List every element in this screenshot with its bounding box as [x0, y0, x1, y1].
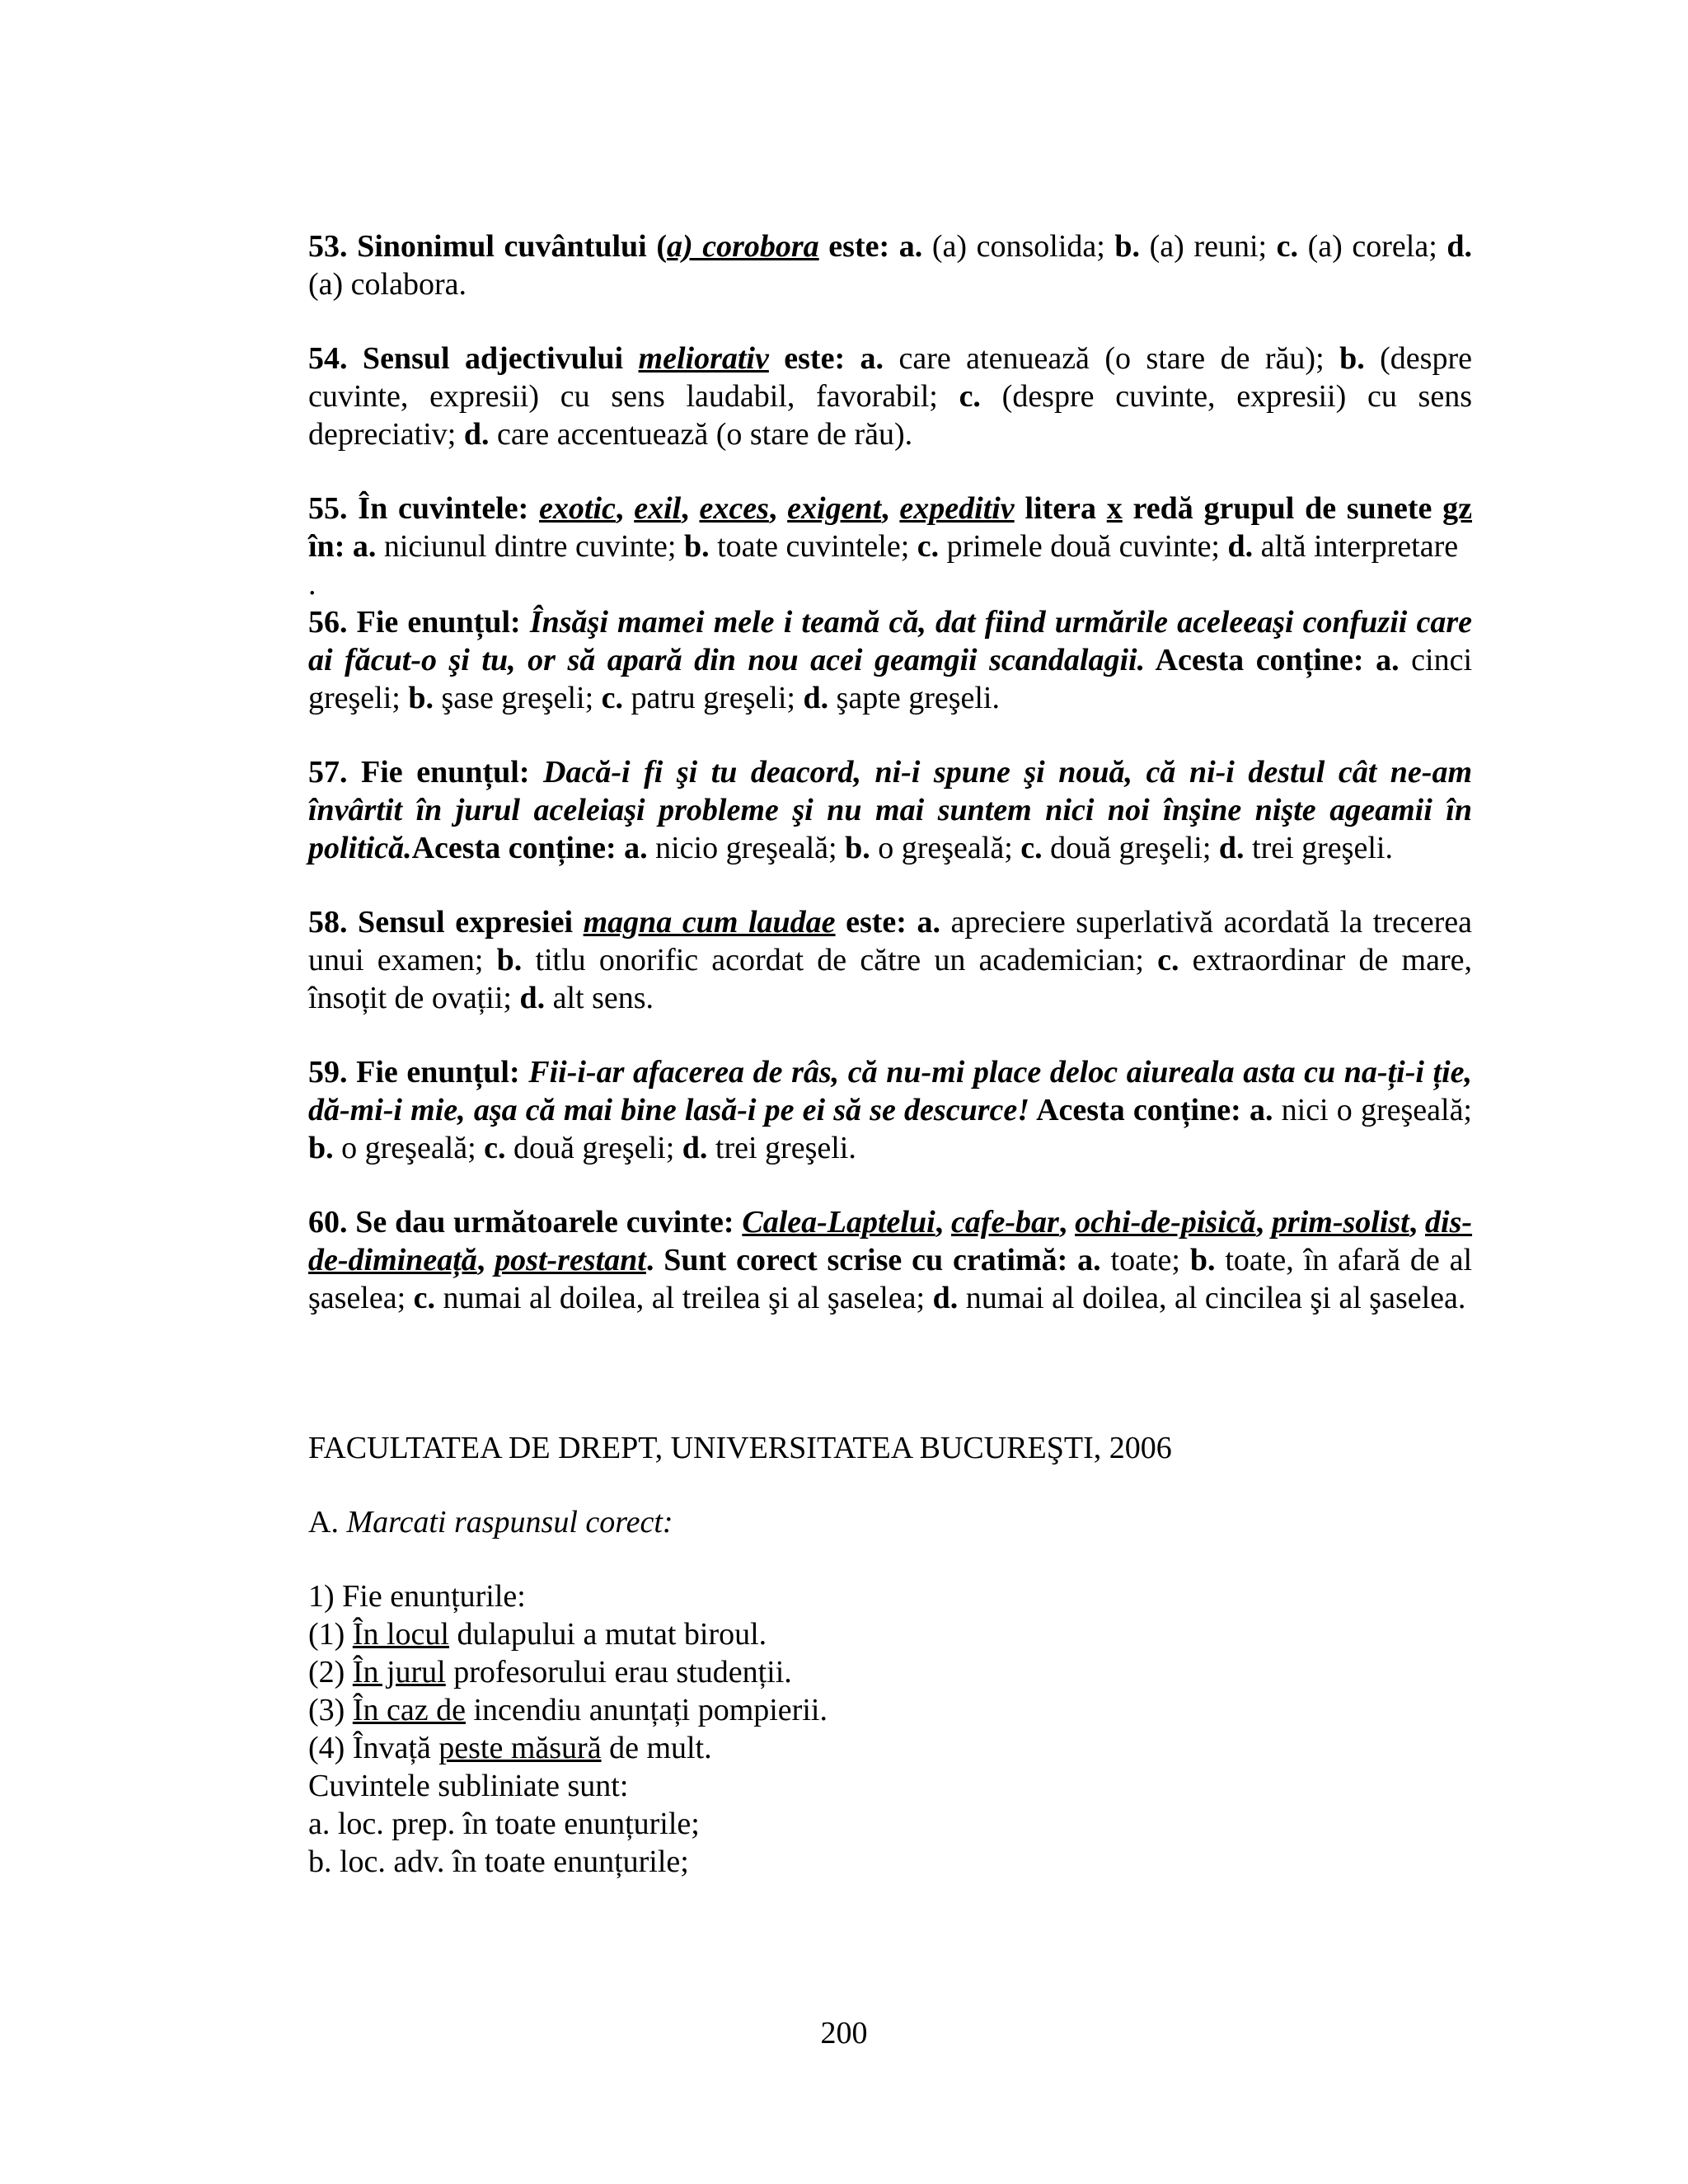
item-question: Cuvintele subliniate sunt:: [308, 1769, 629, 1803]
sentence: Dacă-i fi şi tu deacord, ni-i spune şi nouă, că ni-i destul cât ne-am învârtit în jurul aceleiaşi probleme şi nu mai suntem nici noi înşine nişte ageamii în politică.: [308, 755, 1472, 865]
sentence: Fii-i-ar afacerea de râs, că nu-mi place deloc aiureala asta cu na-ți-i ție, dă-mi-i mie, aşa că mai bine lasă-i pe ei să se descurce!: [308, 1055, 1473, 1127]
instruction: A. Marcati raspunsul corect:: [308, 1505, 673, 1540]
item-intro: 1) Fie enunțurile:: [308, 1579, 526, 1614]
section-heading: FACULTATEA DE DREPT, UNIVERSITATEA BUCUREŞTI, 2006: [308, 1431, 1172, 1465]
stray-dot: .: [308, 567, 316, 602]
page-number: 200: [820, 2016, 868, 2050]
option-a: a. loc. prep. în toate enunțurile;: [308, 1807, 700, 1841]
option-b: b. loc. adv. în toate enunțurile;: [308, 1844, 689, 1879]
page-content: [308, 227, 1472, 1881]
question-59: 59. Fie enunțul: Fii-i-ar afacerea de râs, că nu-mi place deloc aiureala asta cu na-ți-i ție, dă-mi-i mie, aşa că mai bine lasă-i pe ei să se descurce! Acesta conține: a. nici o greşeală; b. o greşeală; c. două greşeli; d. trei greşeli.: [308, 1055, 1473, 1165]
question-58: 58. Sensul expresiei magna cum laudae este: a. apreciere superlativă acordată la trecerea unui examen; b. titlu onorific acordat de către un academician; c. extraordinar de mare, însoțit de ovații; d. alt sens.: [308, 905, 1472, 1015]
term: a) corobora: [666, 229, 819, 264]
question-55: 55. În cuvintele: exotic, exil, exces, exigent, expeditiv litera x redă grupul de sunete gz în: a. niciunul dintre cuvinte; b. toate cuvintele; c. primele două cuvinte; d. altă interpretare: [308, 491, 1472, 564]
question-54: 54. Sensul adjectivului meliorativ este: a. care atenuează (o stare de rău); b. (despre cuvinte, expresii) cu sens laudabil, favorabil; c. (despre cuvinte, expresii) cu sens depreciativ; d. care accentuează (o stare de rău).: [308, 341, 1472, 452]
term: magna cum laudae: [583, 905, 836, 940]
sentence-4: (4) Învață peste măsură de mult.: [308, 1731, 712, 1765]
sentence: Însăşi mamei mele i teamă că, dat fiind urmările aceleeaşi confuzii care ai făcut-o şi tu, or să apară din nou acei geamgii scandalagii.: [308, 605, 1473, 677]
question-56: 56. Fie enunțul: Însăşi mamei mele i teamă că, dat fiind urmările aceleeaşi confuzii care ai făcut-o şi tu, or să apară din nou acei geamgii scandalagii. Acesta conține: a. cinci greşeli; b. şase greşeli; c. patru greşeli; d. şapte greşeli.: [308, 605, 1473, 715]
sentence-1: (1) În locul dulapului a mutat biroul.: [308, 1617, 767, 1652]
sentence-2: (2) În jurul profesorului erau studenții.: [308, 1655, 792, 1690]
question-57: 57. Fie enunțul: Dacă-i fi şi tu deacord, ni-i spune şi nouă, că ni-i destul cât ne-am învârtit în jurul aceleiaşi probleme şi nu mai suntem nici noi înşine nişte ageamii în politică.Acesta conține: a. nicio greşeală; b. o greşeală; c. două greşeli; d. trei greşeli.: [308, 755, 1472, 865]
question-53: 53. Sinonimul cuvântului (a) corobora este: a. (a) consolida; b. (a) reuni; c. (a) corela; d. (a) colabora.: [308, 229, 1473, 302]
sentence-3: (3) În caz de incendiu anunțați pompierii.: [308, 1693, 828, 1727]
question-60: 60. Se dau următoarele cuvinte: Calea-Laptelui, cafe-bar, ochi-de-pisică, prim-solist, dis-de-dimineață, post-restant. Sunt corect scrise cu cratimă: a. toate; b. toate, în afară de al şaselea; c. numai al doilea, al treilea şi al şaselea; d. numai al doilea, al cincilea şi al şaselea.: [308, 1205, 1473, 1315]
term: meliorativ: [638, 341, 769, 376]
item-1: [308, 1577, 1472, 1881]
